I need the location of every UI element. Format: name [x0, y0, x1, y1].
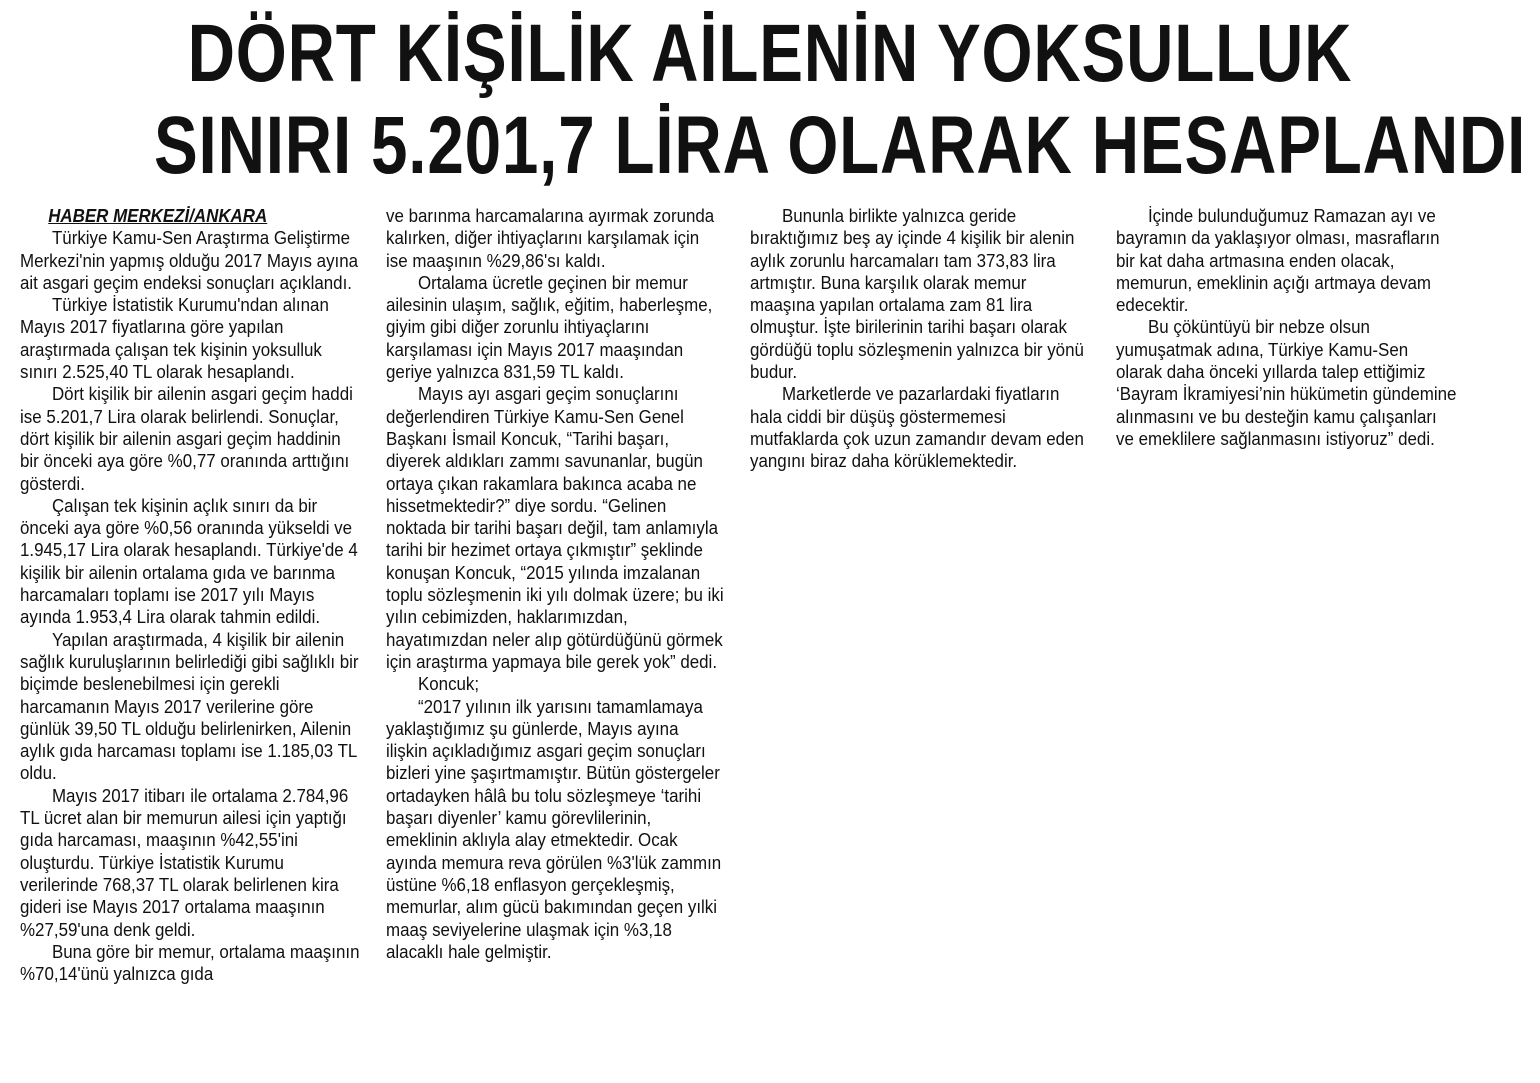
- paragraph: Bu çöküntüyü bir nebze olsun yumuşatmak adına, Türkiye Kamu-Sen olarak daha önceki yıllarda talep ettiğimiz ‘Bayram İkramiyesi’nin hükümetin gündemine alınmasını ve bu desteğin kamu çalışanları ve emeklilere sağlanmasını istiyoruz” dedi.: [1116, 317, 1457, 449]
- article-column-4: [1116, 205, 1458, 450]
- paragraph: Bununla birlikte yalnızca geride bıraktığımız beş ay içinde 4 kişilik bir alenin aylık zorunlu harcamaları tam 373,83 lira artmıştır. Buna karşılık olarak memur maaşına yapılan ortalama zam 81 lira olmuştur. İşte birilerinin tarihi başarı olarak gördüğü toplu sözleşmenin yalnızca bir yönü budur.: [750, 206, 1084, 383]
- paragraph: “2017 yılının ilk yarısını tamamlamaya yaklaştığımız şu günlerde, Mayıs ayına ilişkin açıkladığımız asgari geçim sonuçları bizleri yine şaşırtmamıştır. Bütün göstergeler ortadayken hâlâ bu tolu sözleşmeye ‘tarihi başarı diyenler’ kamu görevlilerinin, emeklinin aklıyla alay etmektedir. Ocak ayında memura reva görülen %3'lük zammın üstüne %6,18 enflasyon gerçekleşmiş, memurlar, alım gücü bakımından geçen yılki maaş seviyelerine ulaşmak için %3,18 alacaklı hale gelmiştir.: [386, 696, 722, 962]
- article-headline: [154, 8, 1527, 192]
- paragraph: Mayıs ayı asgari geçim sonuçlarını değerlendiren Türkiye Kamu-Sen Genel Başkanı İsmail Koncuk, “Tarihi başarı, diyerek aldıkları zammı savunanlar, bugün ortaya çıkan rakamlara bakınca acaba ne hissetmektedir?” diye sordu. “Gelinen noktada bir tarihi başarı değil, tam anlamıyla tarihi bir hezimet ortaya çıkmıştır” şeklinde konuşan Koncuk, “2015 yılında imzalanan toplu sözleşmenin iki yılı dolmak üzere; bu iki yılın cebimizden, haklarımızdan, hayatımızdan neler alıp götürdüğünü görmek için araştırma yapmaya bile gerek yok” dedi.: [386, 384, 724, 672]
- paragraph: Dört kişilik bir ailenin asgari geçim haddi ise 5.201,7 Lira olarak belirlendi. Sonuçlar, dört kişilik bir ailenin asgari geçim haddinin bir önceki aya göre %0,77 oranında arttığını gösterdi.: [20, 384, 353, 494]
- paragraph: İçinde bulunduğumuz Ramazan ayı ve bayramın da yaklaşıyor olması, masrafların bir kat daha artmasına enden olacak, memurun, emeklinin açığı artmaya devam edecektir.: [1116, 206, 1440, 316]
- paragraph: Buna göre bir memur, ortalama maaşının %70,14'ünü yalnızca gıda: [20, 941, 360, 985]
- paragraph: Mayıs 2017 itibarı ile ortalama 2.784,96 TL ücret alan bir memurun ailesi için yaptığı gıda harcaması, maaşının %42,55'ini oluşturdu. Türkiye İstatistik Kurumu verilerinde 768,37 TL olarak belirlenen kira gideri ise Mayıs 2017 ortalama maaşının %27,59'una denk geldi.: [20, 785, 349, 940]
- paragraph: Türkiye İstatistik Kurumu'ndan alınan Mayıs 2017 fiyatlarına göre yapılan araştırmada çalışan tek kişinin yoksulluk sınırı 2.525,40 TL olarak hesaplandı.: [20, 295, 329, 383]
- paragraph: Koncuk;: [417, 674, 480, 695]
- paragraph: Ortalama ücretle geçinen bir memur ailesinin ulaşım, sağlık, eğitim, haberleşme, giyim gibi diğer zorunlu ihtiyaçlarını karşılaması için Mayıs 2017 maaşından geriye yalnızca 831,59 TL kaldı.: [386, 272, 713, 383]
- paragraph: Yapılan araştırmada, 4 kişilik bir ailenin sağlık kuruluşlarının belirlediği gibi sağlıklı bir biçimde beslenebilmesi için gerekli harcamanın Mayıs 2017 verilerine göre günlük 39,50 TL olduğu belirlenirken, Ailenin aylık gıda harcaması toplamı ise 1.185,03 TL oldu.: [20, 629, 359, 784]
- article-column-2: [386, 205, 724, 963]
- article-column-1: [20, 205, 360, 985]
- headline-line-1: DÖRT KİŞİLİK AİLENİN YOKSULLUK: [187, 8, 1353, 99]
- paragraph: Marketlerde ve pazarlardaki fiyatların hala ciddi bir düşüş göstermemesi mutfaklarda çok uzun zamandır devam eden yangını biraz daha körüklemektedir.: [750, 384, 1084, 472]
- paragraph: Türkiye Kamu-Sen Araştırma Geliştirme Merkezi'nin yapmış olduğu 2017 Mayıs ayına ait asgari geçim endeksi sonuçları açıklandı.: [20, 228, 359, 293]
- headline-line-2: SINIRI 5.201,7 LİRA OLARAK HESAPLANDI: [154, 100, 1527, 191]
- paragraph: ve barınma harcamalarına ayırmak zorunda kalırken, diğer ihtiyaçlarını karşılamak için ise maaşının %29,86'sı kaldı.: [386, 206, 715, 271]
- paragraph: Çalışan tek kişinin açlık sınırı da bir önceki aya göre %0,56 oranında yükseldi ve 1.945,17 Lira olarak hesaplandı. Türkiye'de 4 kişilik bir ailenin ortalama gıda ve barınma harcamaları toplamı ise 2017 yılı Mayıs ayında 1.953,4 Lira olarak tahmin edildi.: [20, 495, 358, 628]
- byline: HABER MERKEZİ/ANKARA: [48, 206, 268, 226]
- article-column-3: [750, 205, 1090, 473]
